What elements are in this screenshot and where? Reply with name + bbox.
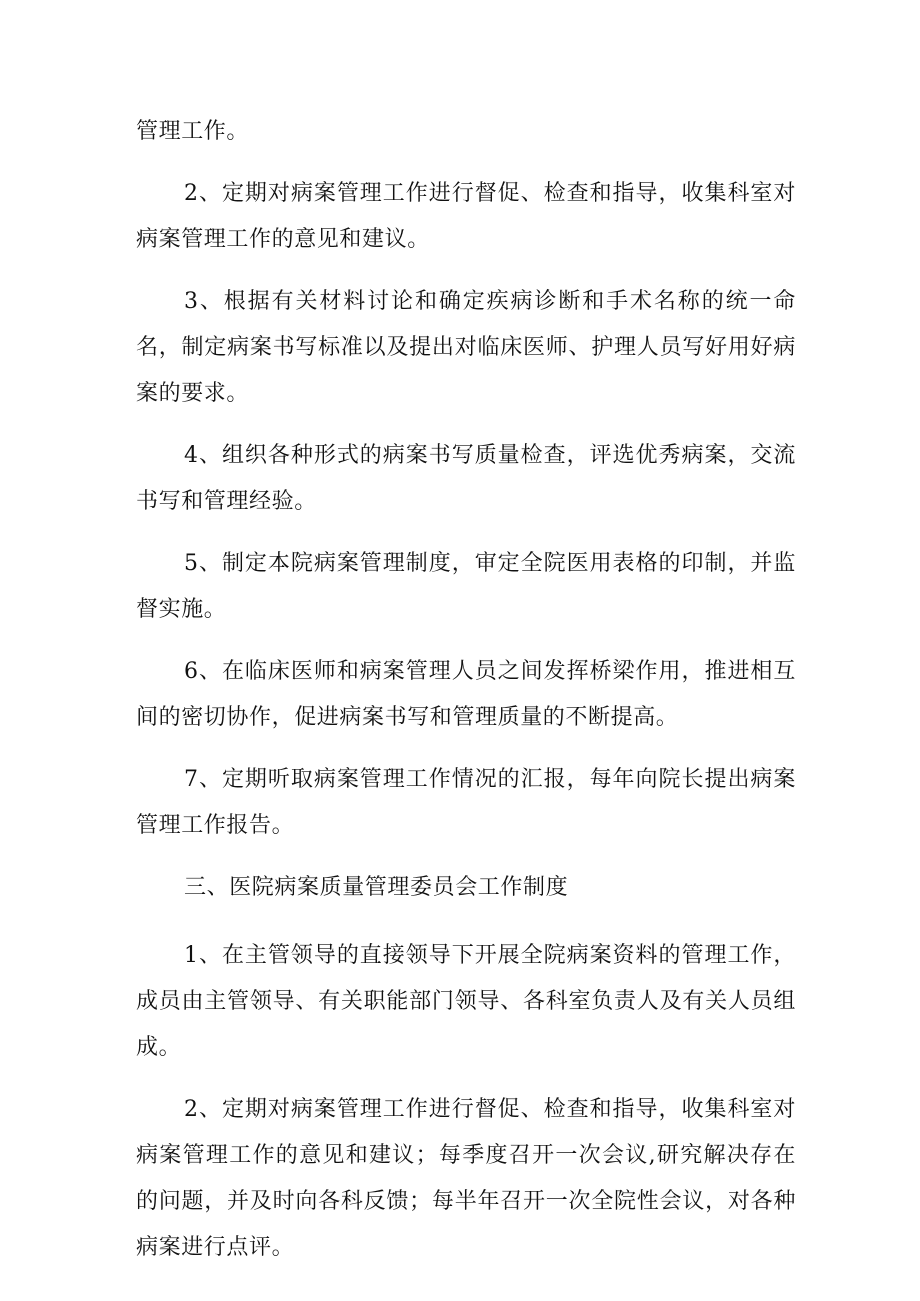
document-body — [136, 109, 796, 1271]
paragraph-item-2: 2、定期对病案管理工作进行督促、检查和指导，收集科室对病案管理工作的意见和建议。 — [136, 181, 796, 252]
paragraph-item-5: 5、制定本院病案管理制度，审定全院医用表格的印制，并监督实施。 — [136, 551, 796, 622]
section-paragraph-2: 2、定期对病案管理工作进行督促、检查和指导，收集科室对病案管理工作的意见和建议；每季度召开一次会议,研究解决存在的问题，并及时向各科反馈；每半年召开一次全院性会议，对各种病案进行点评。 — [136, 1097, 796, 1260]
paragraph-continuation: 管理工作。 — [136, 119, 250, 144]
paragraph-item-7: 7、定期听取病案管理工作情况的汇报，每年向院长提出病案管理工作报告。 — [136, 767, 796, 838]
paragraph-item-6: 6、在临床医师和病案管理人员之间发挥桥梁作用，推进相互间的密切协作，促进病案书写和管理质量的不断提高。 — [136, 659, 796, 730]
section-heading: 三、医院病案质量管理委员会工作制度 — [184, 875, 569, 900]
paragraph-item-3: 3、根据有关材料讨论和确定疾病诊断和手术名称的统一命名，制定病案书写标准以及提出对临床医师、护理人员写好用好病案的要求。 — [136, 289, 796, 406]
section-paragraph-1: 1、在主管领导的直接领导下开展全院病案资料的管理工作，成员由主管领导、有关职能部门领导、各科室负责人及有关人员组成。 — [136, 943, 796, 1060]
paragraph-item-4: 4、组织各种形式的病案书写质量检查，评选优秀病案，交流书写和管理经验。 — [136, 443, 796, 514]
